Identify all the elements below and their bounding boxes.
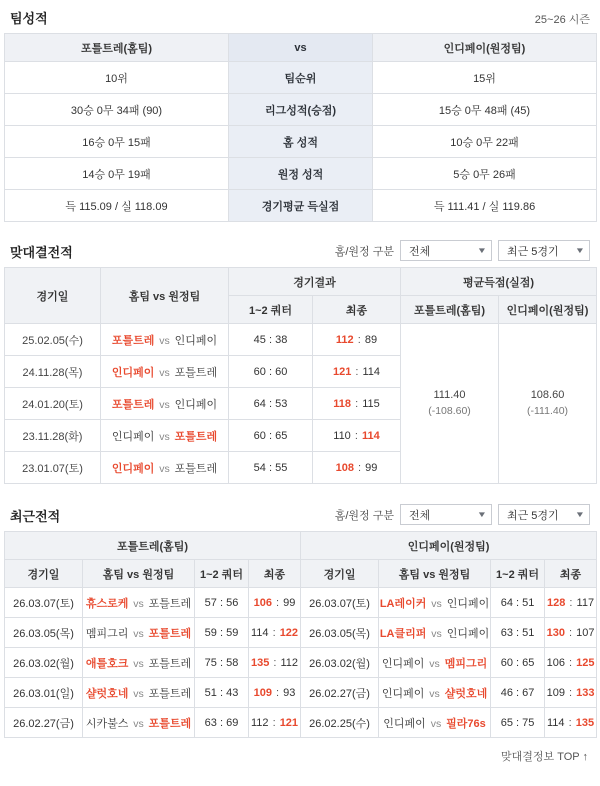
home-team: 멤피그리: [85, 627, 129, 640]
cell-date: 24.01.20(토): [5, 388, 101, 420]
away-value: 득 111.41 / 실 119.86: [373, 190, 597, 222]
col-date: 경기일: [5, 268, 101, 324]
col-away-team: 인디페이(원정팀): [373, 34, 597, 62]
cell-final: 130 : 107: [545, 618, 597, 648]
cell-quarter: 54 : 55: [229, 452, 313, 484]
home-team: 인디페이: [381, 687, 425, 700]
final-away: 121: [279, 716, 299, 729]
col-matchup-right: 홈팀 vs 원정팀: [379, 560, 491, 588]
team-record-header: [4, 0, 596, 33]
home-team: 인디페이: [381, 657, 425, 670]
cell-quarter: 75 : 58: [195, 648, 249, 678]
cell-final: 109 : 133: [545, 678, 597, 708]
recent-homeaway-label: 홈/원정 구분: [334, 509, 394, 522]
away-team: 인디페이: [174, 334, 218, 347]
away-team: 포틀트레: [174, 462, 218, 475]
chevron-down-icon: ▼: [476, 510, 488, 519]
table-header-row: [5, 560, 597, 588]
col-date-left: 경기일: [5, 560, 83, 588]
cell-final: 118 : 115: [313, 388, 401, 420]
home-team: 애틀호크: [85, 657, 129, 670]
away-team: 포틀트레: [148, 627, 192, 640]
col-final: 최종: [313, 296, 401, 324]
final-away: 99: [283, 596, 296, 609]
col-date-right: 경기일: [301, 560, 379, 588]
chevron-down-icon: ▼: [574, 246, 586, 255]
cell-date: 26.03.05(목): [301, 618, 379, 648]
cell-quarter: 57 : 56: [195, 588, 249, 618]
col-vs: vs: [229, 34, 373, 62]
cell-date: 23.11.28(화): [5, 420, 101, 452]
final-home: 121: [332, 365, 352, 378]
cell-date: 26.03.07(토): [301, 588, 379, 618]
away-team: 포틀트레: [174, 430, 218, 443]
cell-date: 26.02.27(금): [301, 678, 379, 708]
final-home: 106: [253, 596, 272, 609]
home-team: LA레이커: [379, 597, 427, 610]
final-away: 89: [364, 333, 378, 346]
h2h-recent-value: 최근 5경기: [507, 245, 559, 258]
final-away: 114: [362, 365, 381, 378]
col-quarter-right: 1~2 쿼터: [491, 560, 545, 588]
table-row: [5, 190, 597, 222]
cell-date: 26.02.27(금): [5, 708, 83, 738]
recent-title: 최근전적: [10, 509, 61, 524]
chevron-down-icon: ▼: [476, 246, 488, 255]
back-to-top-link[interactable]: 맞대결정보 TOP ↑: [501, 751, 588, 763]
home-team: 휴스로케: [85, 597, 129, 610]
cell-quarter: 63 : 69: [195, 708, 249, 738]
final-away: 107: [576, 626, 595, 639]
away-team: 인디페이: [174, 398, 218, 411]
final-home: 106: [546, 656, 565, 669]
cell-matchup: LA클리퍼 vs 인디페이: [379, 618, 491, 648]
recent-homeaway-select[interactable]: [400, 504, 492, 525]
away-team: 인디페이: [446, 597, 490, 610]
cell-matchup: 시카불스 vs 포틀트레: [83, 708, 195, 738]
away-value: 5승 0무 26패: [373, 158, 597, 190]
chevron-down-icon: ▼: [574, 510, 586, 519]
recent-header: [4, 484, 596, 531]
cell-date: 26.02.25(수): [301, 708, 379, 738]
home-team: LA클리퍼: [379, 627, 427, 640]
page-title: 팀성적: [10, 11, 48, 26]
col-final-left: 최종: [249, 560, 301, 588]
cell-quarter: 45 : 38: [229, 324, 313, 356]
final-away: 93: [283, 686, 296, 699]
final-home: 110: [333, 429, 351, 442]
cell-quarter: 64 : 51: [491, 588, 545, 618]
col-result: 경기결과: [229, 268, 401, 296]
cell-matchup: LA레이커 vs 인디페이: [379, 588, 491, 618]
final-home: 128: [547, 596, 566, 609]
recent-controls: [335, 504, 590, 525]
cell-final: 128 : 117: [545, 588, 597, 618]
cell-quarter: 60 : 60: [229, 356, 313, 388]
row-label: 경기평균 득실점: [229, 190, 373, 222]
home-value: 30승 0무 34패 (90): [5, 94, 229, 126]
final-home: 112: [250, 716, 269, 729]
row-label: 리그성적(승점): [229, 94, 373, 126]
cell-matchup: 인디페이 vs 포틀트레: [101, 452, 229, 484]
table-row: [5, 126, 597, 158]
final-home: 130: [546, 626, 565, 639]
away-value: 10승 0무 22패: [373, 126, 597, 158]
cell-quarter: 64 : 53: [229, 388, 313, 420]
row-label: 팀순위: [229, 62, 373, 94]
team-record-table: [4, 33, 597, 222]
final-home: 118: [333, 397, 352, 410]
table-row: [5, 708, 597, 738]
col-matchup-left: 홈팀 vs 원정팀: [83, 560, 195, 588]
table-row: [5, 588, 597, 618]
final-away: 99: [365, 461, 378, 474]
h2h-header: [4, 222, 596, 267]
table-row: [5, 324, 597, 356]
home-team: 샬럿호네: [85, 687, 129, 700]
cell-quarter: 46 : 67: [491, 678, 545, 708]
cell-date: 23.01.07(토): [5, 452, 101, 484]
home-value: 득 115.09 / 실 118.09: [5, 190, 229, 222]
cell-final: 106 : 125: [545, 648, 597, 678]
final-away: 125: [576, 656, 595, 669]
cell-matchup: 인디페이 vs 샬럿호네: [379, 678, 491, 708]
cell-final: 108 : 99: [313, 452, 401, 484]
col-quarter: 1~2 쿼터: [229, 296, 313, 324]
away-team: 필라76s: [446, 717, 486, 730]
cell-matchup: 휴스로케 vs 포틀트레: [83, 588, 195, 618]
final-home: 135: [250, 656, 270, 669]
away-value: 15위: [373, 62, 597, 94]
col-home-team: 포틀트레(홈팀): [5, 34, 229, 62]
final-home: 109: [253, 686, 272, 699]
final-away: 117: [576, 596, 595, 609]
home-team: 인디페이: [383, 717, 426, 730]
row-label: 원정 성적: [229, 158, 373, 190]
table-header-row: [5, 34, 597, 62]
col-quarter-left: 1~2 쿼터: [195, 560, 249, 588]
final-away: 133: [576, 686, 595, 699]
col-avg-away: 인디페이(원정팀): [499, 296, 597, 324]
recent-homeaway-value: 전체: [409, 509, 431, 522]
col-avg-home: 포틀트레(홈팀): [401, 296, 499, 324]
recent-games-value: 최근 5경기: [507, 509, 559, 522]
cell-date: 26.03.07(토): [5, 588, 83, 618]
cell-matchup: 인디페이 vs 필라76s: [379, 708, 491, 738]
col-avg: 평균득점(실점): [401, 268, 597, 296]
cell-final: 114 : 135: [545, 708, 597, 738]
h2h-homeaway-value: 전체: [409, 245, 431, 258]
cell-quarter: 60 : 65: [491, 648, 545, 678]
h2h-title: 맞대결전적: [10, 245, 73, 260]
home-team: 포틀트레: [111, 334, 155, 347]
cell-quarter: 59 : 59: [195, 618, 249, 648]
cell-final: 106 : 99: [249, 588, 301, 618]
final-home: 108: [335, 461, 354, 474]
h2h-table: [4, 267, 597, 484]
table-row: [5, 94, 597, 126]
cell-matchup: 샬럿호네 vs 포틀트레: [83, 678, 195, 708]
final-away: 122: [279, 626, 299, 639]
season-note: 25~26 시즌: [534, 14, 590, 26]
final-away: 114: [361, 429, 380, 442]
h2h-controls: [335, 240, 590, 261]
away-team: 인디페이: [446, 627, 490, 640]
cell-quarter: 63 : 51: [491, 618, 545, 648]
cell-quarter: 65 : 75: [491, 708, 545, 738]
away-team: 포틀트레: [148, 687, 192, 700]
recent-games-select[interactable]: [498, 504, 590, 525]
cell-date: 26.03.02(월): [5, 648, 83, 678]
away-team: 포틀트레: [148, 657, 192, 670]
cell-matchup: 인디페이 vs 멤피그리: [379, 648, 491, 678]
final-home: 114: [547, 716, 565, 729]
final-home: 109: [546, 686, 565, 699]
final-away: 135: [575, 716, 595, 729]
away-team: 포틀트레: [148, 597, 192, 610]
cell-matchup: 포틀트레 vs 인디페이: [101, 388, 229, 420]
cell-avg-home: 111.40 (-108.60): [401, 324, 499, 484]
table-row: [5, 678, 597, 708]
home-team: 시카불스: [85, 717, 129, 730]
group-away: 인디페이(원정팀): [301, 532, 597, 560]
home-value: 16승 0무 15패: [5, 126, 229, 158]
cell-matchup: 인디페이 vs 포틀트레: [101, 356, 229, 388]
cell-matchup: 인디페이 vs 포틀트레: [101, 420, 229, 452]
home-value: 10위: [5, 62, 229, 94]
col-matchup: 홈팀 vs 원정팀: [101, 268, 229, 324]
away-team: 멤피그리: [444, 657, 488, 670]
cell-final: 112 : 89: [313, 324, 401, 356]
col-final-right: 최종: [545, 560, 597, 588]
home-team: 인디페이: [111, 462, 155, 475]
final-home: 112: [335, 333, 354, 346]
cell-final: 114 : 122: [249, 618, 301, 648]
away-team: 샬럿호네: [444, 687, 488, 700]
table-row: [5, 62, 597, 94]
cell-matchup: 멤피그리 vs 포틀트레: [83, 618, 195, 648]
cell-final: 135 : 112: [249, 648, 301, 678]
table-row: [5, 618, 597, 648]
away-team: 포틀트레: [174, 366, 218, 379]
cell-final: 110 : 114: [313, 420, 401, 452]
table-header-row: [5, 268, 597, 296]
h2h-recent-select[interactable]: [498, 240, 590, 261]
cell-matchup: 포틀트레 vs 인디페이: [101, 324, 229, 356]
cell-date: 26.03.02(월): [301, 648, 379, 678]
cell-final: 121 : 114: [313, 356, 401, 388]
recent-table: [4, 531, 597, 738]
cell-final: 109 : 93: [249, 678, 301, 708]
final-away: 115: [362, 397, 380, 410]
final-home: 114: [250, 626, 269, 639]
group-home: 포틀트레(홈팀): [5, 532, 301, 560]
cell-date: 26.03.05(목): [5, 618, 83, 648]
cell-avg-away: 108.60 (-111.40): [499, 324, 597, 484]
home-value: 14승 0무 19패: [5, 158, 229, 190]
cell-final: 112 : 121: [249, 708, 301, 738]
cell-quarter: 51 : 43: [195, 678, 249, 708]
cell-date: 25.02.05(수): [5, 324, 101, 356]
home-team: 인디페이: [111, 366, 155, 379]
cell-date: 26.03.01(일): [5, 678, 83, 708]
table-row: [5, 648, 597, 678]
row-label: 홈 성적: [229, 126, 373, 158]
away-value: 15승 0무 48패 (45): [373, 94, 597, 126]
away-team: 포틀트레: [148, 717, 192, 730]
final-away: 112: [280, 656, 299, 669]
table-row: [5, 158, 597, 190]
h2h-homeaway-label: 홈/원정 구분: [334, 245, 394, 258]
home-team: 포틀트레: [111, 398, 155, 411]
cell-date: 24.11.28(목): [5, 356, 101, 388]
h2h-homeaway-select[interactable]: [400, 240, 492, 261]
table-group-header-row: [5, 532, 597, 560]
cell-matchup: 애틀호크 vs 포틀트레: [83, 648, 195, 678]
cell-quarter: 60 : 65: [229, 420, 313, 452]
home-team: 인디페이: [111, 430, 155, 443]
